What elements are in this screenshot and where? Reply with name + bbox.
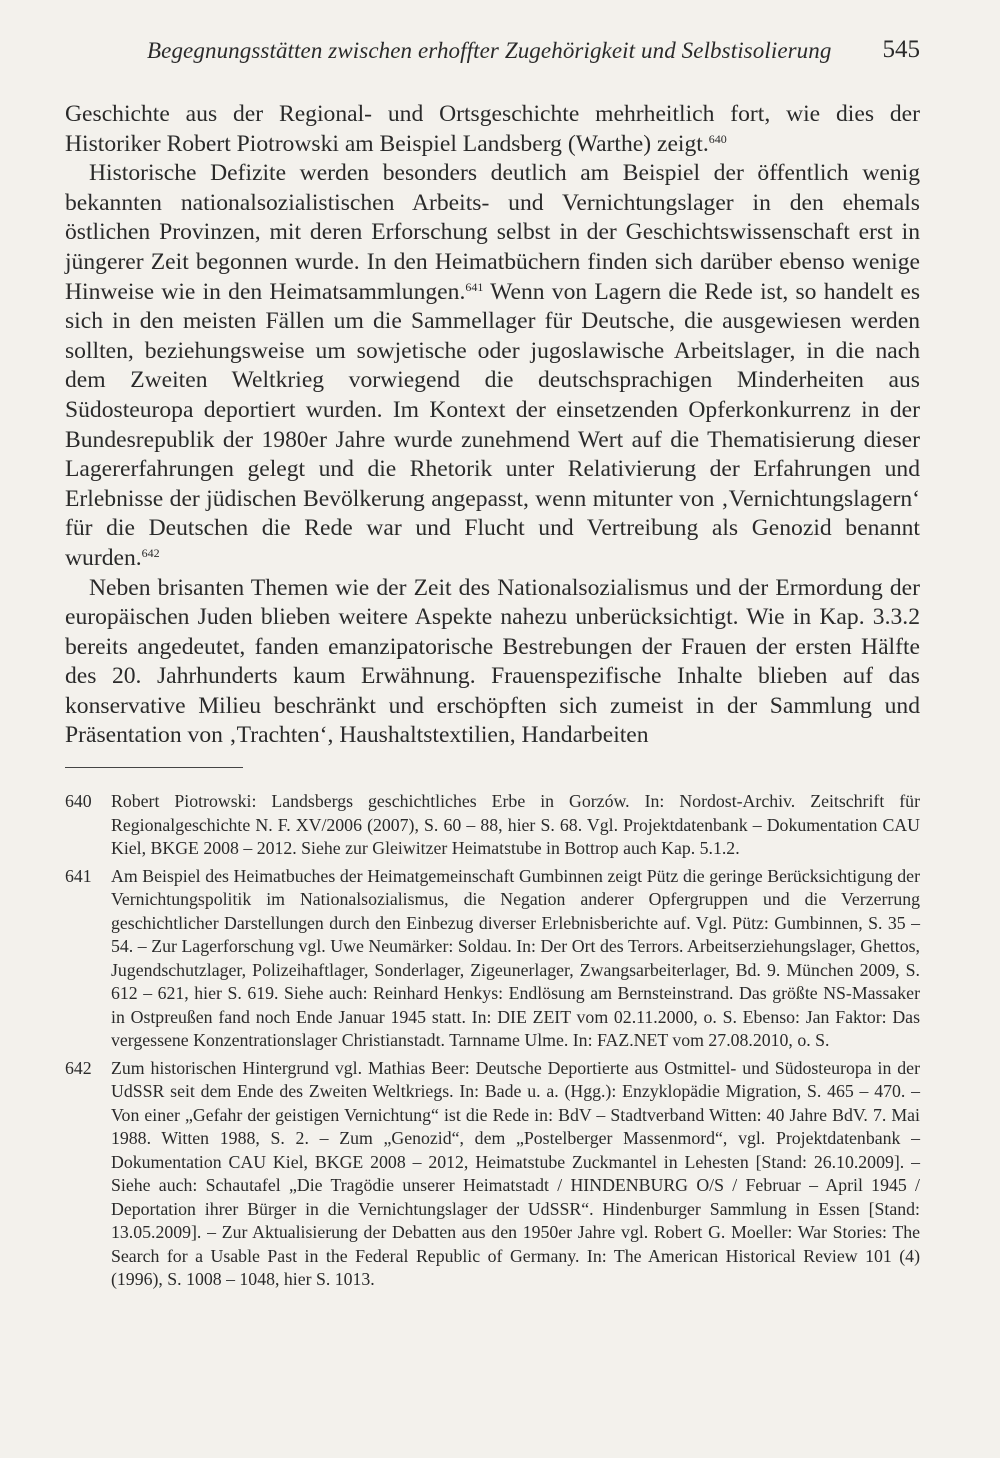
footnote-ref-641: 641 <box>465 279 484 294</box>
paragraph-2 <box>65 159 920 573</box>
paragraph-2-text-a: Historische Defizite werden besonders deutlich am Beispiel der öffentlich wenig bekannten nationalsozialistischen Arbeits- und Vernichtungslager in den ehemals östlichen Provinzen, mit deren Erforschung selbst in der Geschichtswissenschaft erst in jüngerer Zeit begonnen wurde. In den Heimatbüchern finden sich darüber ebenso wenige Hinweise wie in den Heimatsammlungen. <box>65 160 920 305</box>
page-number: 545 <box>882 36 920 63</box>
footnote-text: Zum historischen Hintergrund vgl. Mathias Beer: Deutsche Deportierte aus Ostmittel- und Südosteuropa in der UdSSR seit dem Ende des Zweiten Weltkriegs. In: Bade u. a. (Hgg.): Enzyklopädie Migration, S. 465 – 470. – Von einer „Gefahr der geistigen Vernichtung“ ist die Rede in: BdV – Stadtverband Witten: 40 Jahre BdV. 7. Mai 1988. Witten 1988, S. 2. – Zum „Genozid“, dem „Postelberger Massenmord“, vgl. Projektdatenbank – Dokumentation CAU Kiel, BKGE 2008 – 2012, Heimatstube Zuckmantel in Lehesten [Stand: 26.10.2009]. – Siehe auch: Schautafel „Die Tragödie unserer Heimatstadt / HINDENBURG O/S / Februar – April 1945 / Deportation ihrer Bürger in die Vernichtungslager der UdSSR“. Hindenburger Sammlung in Essen [Stand: 13.05.2009]. – Zur Aktualisierung der Debatten aus den 1950er Jahre vgl. Robert G. Moeller: War Stories: The Search for a Usable Past in the Federal Republic of Germany. In: The American Historical Review 101 (4) (1996), S. 1008 – 1048, hier S. 1013. <box>111 1057 920 1289</box>
footnotes <box>65 790 920 1296</box>
footnote-text: Robert Piotrowski: Landsbergs geschichtliches Erbe in Gorzów. In: Nordost-Archiv. Zeitschrift für Regionalgeschichte N. F. XV/2006 (2007), S. 60 – 88, hier S. 68. Vgl. Projektdatenbank – Dokumentation CAU Kiel, BKGE 2008 – 2012. Siehe zur Gleiwitzer Heimatstube in Bottrop auch Kap. 5.1.2. <box>111 791 920 858</box>
paragraph-3 <box>65 574 920 752</box>
footnote-641 <box>65 865 920 1053</box>
footnote-number: 640 <box>65 791 92 811</box>
footnote-642 <box>65 1057 920 1292</box>
paragraph-3-text: Neben brisanten Themen wie der Zeit des Nationalsozialismus und der Ermordung der europäischen Juden blieben weitere Aspekte nahezu unberücksichtigt. Wie in Kap. 3.3.2 bereits angedeutet, fanden emanzipatorische Bestrebungen der Frauen der ersten Hälfte des 20. Jahrhunderts kaum Erwähnung. Frauenspezifische Inhalte blieben auf das konservative Milieu beschränkt und erschöpften sich zumeist in der Sammlung und Präsentation von ‚Trachten‘, Haushaltstextilien, Handarbeiten <box>65 574 920 749</box>
footnote-number: 641 <box>65 865 92 886</box>
footnote-number: 642 <box>65 1057 92 1078</box>
running-title: Begegnungsstätten zwischen erhoffter Zugehörigkeit und Selbstisolierung <box>147 38 832 63</box>
main-text <box>65 100 920 751</box>
footnote-text: Am Beispiel des Heimatbuches der Heimatgemeinschaft Gumbinnen zeigt Pütz die geringe Berücksichtigung der Vernichtungspolitik im Nationalsozialismus, die Negation anderer Opfergruppen und die Verzerrung geschichtlicher Darstellungen durch den Einbezug diverser Erlebnisberichte auf. Vgl. Pütz: Gumbinnen, S. 35 – 54. – Zur Lagerforschung vgl. Uwe Neumärker: Soldau. In: Der Ort des Terrors. Arbeitserziehungslager, Ghettos, Jugendschutzlager, Polizeihaftlager, Sonderlager, Zigeunerlager, Zwangsarbeiterlager, Bd. 9. München 2009, S. 612 – 621, hier S. 619. Siehe auch: Reinhard Henkys: Endlösung am Bernsteinstrand. Das größte NS-Massaker in Ostpreußen fand noch Ende Januar 1945 statt. In: DIE ZEIT vom 02.11.2000, o. S. Ebenso: Jan Faktor: Das vergessene Konzentrationslager Christianstadt. Tarnname Ulme. In: FAZ.NET vom 27.08.2010, o. S. <box>111 865 920 1050</box>
footnote-ref-642: 642 <box>141 545 160 560</box>
running-head <box>65 38 920 74</box>
footnote-640 <box>65 790 920 861</box>
paragraph-1-text: Geschichte aus der Regional- und Ortsgeschichte mehrheitlich fort, wie dies der Historiker Robert Piotrowski am Beispiel Landsberg (Warthe) zeigt. <box>65 101 920 157</box>
footnote-separator <box>65 767 243 768</box>
paragraph-1 <box>65 100 920 159</box>
paragraph-2-text-b: Wenn von Lagern die Rede ist, so handelt es sich in den meisten Fällen um die Sammellager für Deutsche, die ausgewiesen werden sollten, beziehungsweise um sowjetische oder jugoslawische Arbeitslager, in die nach dem Zweiten Weltkrieg vorwiegend die deutschsprachigen Minderheiten aus Südosteuropa deportiert wurden. Im Kontext der einsetzenden Opferkonkurrenz in der Bundesrepublik der 1980er Jahre wurde zunehmend Wert auf die Thematisierung dieser Lagererfahrungen gelegt und die Rhetorik unter Relativierung der Erfahrungen und Erlebnisse der jüdischen Bevölkerung angepasst, wenn mitunter von ‚Vernichtungslagern‘ für die Deutschen die Rede war und Flucht und Vertreibung als Genozid benannt wurden. <box>65 278 920 571</box>
footnote-ref-640: 640 <box>708 131 727 146</box>
